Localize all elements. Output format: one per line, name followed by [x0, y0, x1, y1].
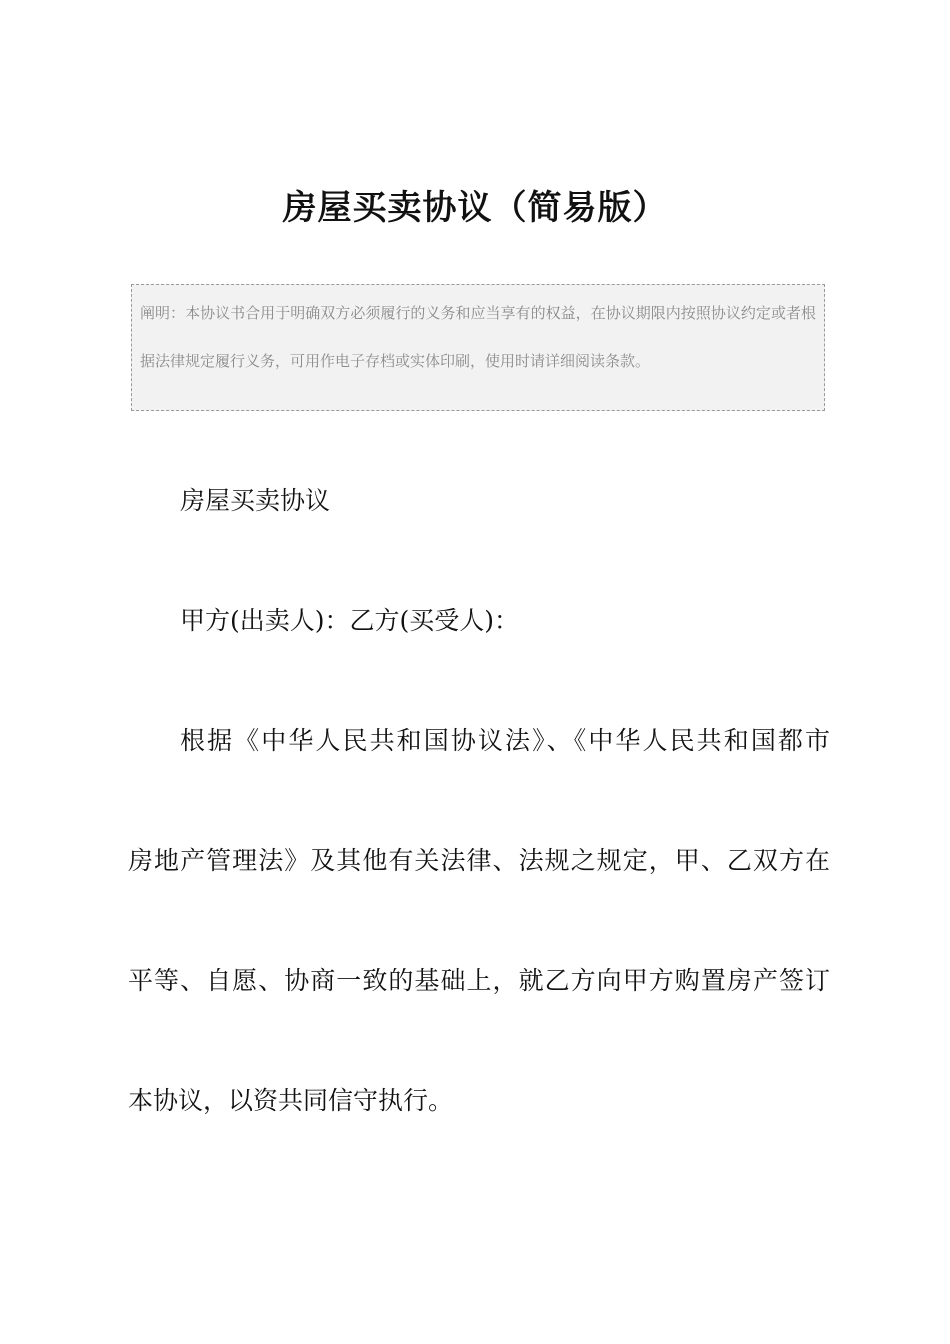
- preamble-line: 房地产管理法》及其他有关法律、法规之规定，甲、乙双方在: [128, 846, 830, 875]
- disclaimer-box: [131, 284, 825, 411]
- agreement-heading: 房屋买卖协议: [180, 486, 331, 515]
- document-title: 房屋买卖协议（简易版）: [282, 188, 668, 228]
- preamble-line: 本协议，以资共同信守执行。: [128, 1086, 454, 1115]
- preamble-line: 平等、自愿、协商一致的基础上，就乙方向甲方购置房产签订: [128, 966, 830, 995]
- disclaimer-text: 阐明：本协议书合用于明确双方必须履行的义务和应当享有的权益，在协议期限内按照协议约定或者根据法律规定履行义务，可用作电子存档或实体印刷，使用时请详细阅读条款。: [140, 304, 816, 370]
- parties-line: 甲方(出卖人)：乙方(买受人)：: [180, 606, 520, 635]
- preamble-line: 根据《中华人民共和国协议法》、《中华人民共和国都市: [180, 726, 830, 755]
